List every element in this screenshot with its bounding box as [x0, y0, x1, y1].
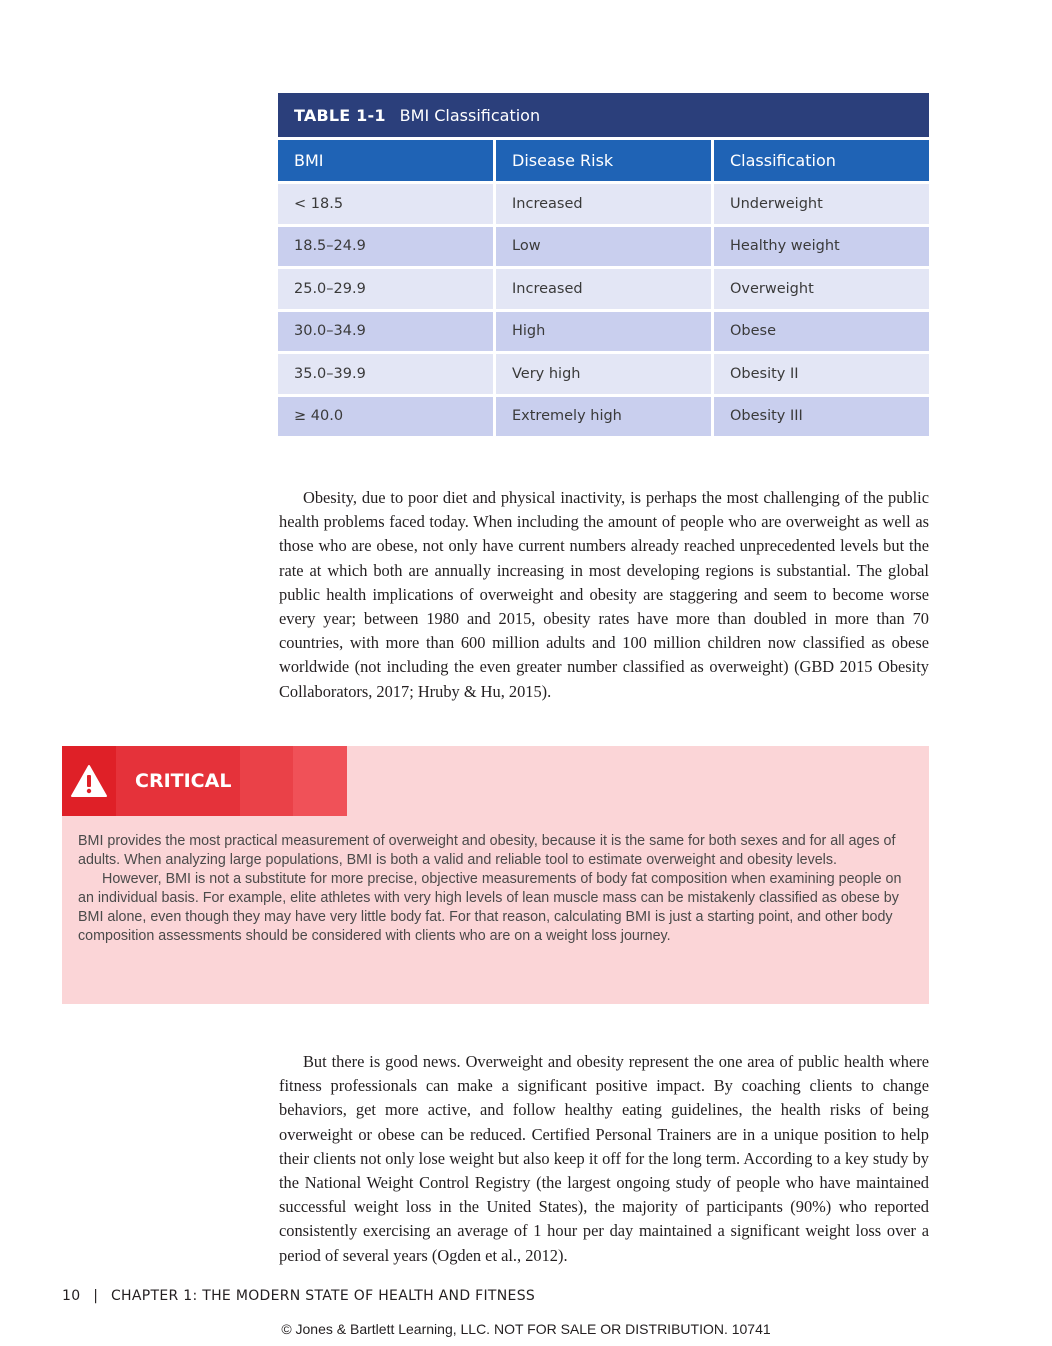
table-title: BMI Classification	[399, 105, 541, 125]
critical-text	[78, 832, 904, 945]
cell-disease-risk: High	[496, 312, 711, 352]
bmi-table	[278, 93, 929, 439]
cell-bmi: ≥ 40.0	[278, 397, 493, 437]
cell-disease-risk: Extremely high	[496, 397, 711, 437]
table-row	[278, 184, 929, 224]
body-paragraph: But there is good news. Overweight and obesity represent the one area of public health where fitness professionals can make a significant positive impact. By coaching clients to change behaviors, get more active, and follow healthy eating guidelines, the health risks of being overweight or obese can be reduced. Certified Personal Trainers are in a unique position to help their clients not only lose weight but also keep it off for the long term. According to a key study by the National Weight Control Registry (the largest ongoing study of people who have maintained successful weight loss in the United States), the majority of participants (90%) who reported consistently exercising an average of 1 hour per day maintained a significant weight loss over a period of several years (Ogden et al., 2012).	[279, 1052, 929, 1265]
header-disease-risk: Disease Risk	[496, 140, 711, 181]
cell-classification: Underweight	[714, 184, 929, 224]
cell-disease-risk: Low	[496, 227, 711, 267]
cell-bmi: 35.0–39.9	[278, 354, 493, 394]
page-footer	[62, 1288, 535, 1304]
cell-bmi: 25.0–29.9	[278, 269, 493, 309]
body-paragraph: Obesity, due to poor diet and physical inactivity, is perhaps the most challenging of the public health problems faced today. When including the amount of people who are overweight as well as those who are obese, not only have current numbers already reached unprecedented levels but the rate at which both are annually increasing in most developing regions is substantial. The global public health implications of overweight and obesity are staggering and seem to become worse every year; between 1980 and 2015, obesity rates have more than doubled in more than 70 countries, with more than 600 million adults and 100 million children now classified as obese worldwide (not including the even greater number classified as overweight) (GBD 2015 Obesity Collaborators, 2017; Hruby & Hu, 2015).	[279, 488, 929, 701]
cell-disease-risk: Very high	[496, 354, 711, 394]
copyright-notice: © Jones & Bartlett Learning, LLC. NOT FOR SALE OR DISTRIBUTION. 10741	[281, 1321, 771, 1337]
cell-bmi: 30.0–34.9	[278, 312, 493, 352]
cell-bmi: 18.5–24.9	[278, 227, 493, 267]
cell-disease-risk: Increased	[496, 184, 711, 224]
critical-paragraph: However, BMI is not a substitute for more precise, objective measurements of body fat composition when examining people on an individual basis. For example, elite athletes with very high levels of lean muscle mass can be mistakenly classified as obese by BMI alone, even though they may have very little body fat. For that reason, calculating BMI is just a starting point, and other body composition assessments should be considered with clients who are on a weight loss journey.	[78, 870, 902, 944]
critical-paragraph: BMI provides the most practical measurement of overweight and obesity, because it is the same for both sexes and for all ages of adults. When analyzing large populations, BMI is both a valid and reliable tool to estimate overweight and obesity levels.	[78, 833, 896, 868]
critical-header-stripe	[240, 746, 293, 816]
table-row	[278, 397, 929, 437]
table-row	[278, 312, 929, 352]
table-row	[278, 354, 929, 394]
header-bmi: BMI	[278, 140, 493, 181]
cell-disease-risk: Increased	[496, 269, 711, 309]
critical-header	[62, 746, 347, 816]
page-number: 10	[62, 1288, 81, 1304]
footer-separator: |	[93, 1288, 99, 1304]
cell-classification: Obese	[714, 312, 929, 352]
table-row	[278, 269, 929, 309]
critical-callout	[62, 746, 929, 1004]
cell-classification: Obesity III	[714, 397, 929, 437]
warning-triangle-icon	[62, 746, 116, 816]
table-number: TABLE 1-1	[294, 105, 386, 125]
chapter-title: CHAPTER 1: THE MODERN STATE OF HEALTH AND FITNESS	[110, 1288, 536, 1304]
cell-classification: Healthy weight	[714, 227, 929, 267]
cell-bmi: < 18.5	[278, 184, 493, 224]
critical-label: CRITICAL	[116, 746, 240, 816]
table-title-bar	[278, 93, 929, 140]
cell-classification: Overweight	[714, 269, 929, 309]
table-header-row	[278, 140, 929, 181]
cell-classification: Obesity II	[714, 354, 929, 394]
header-classification: Classification	[714, 140, 929, 181]
critical-header-stripe	[293, 746, 347, 816]
table-row	[278, 227, 929, 267]
